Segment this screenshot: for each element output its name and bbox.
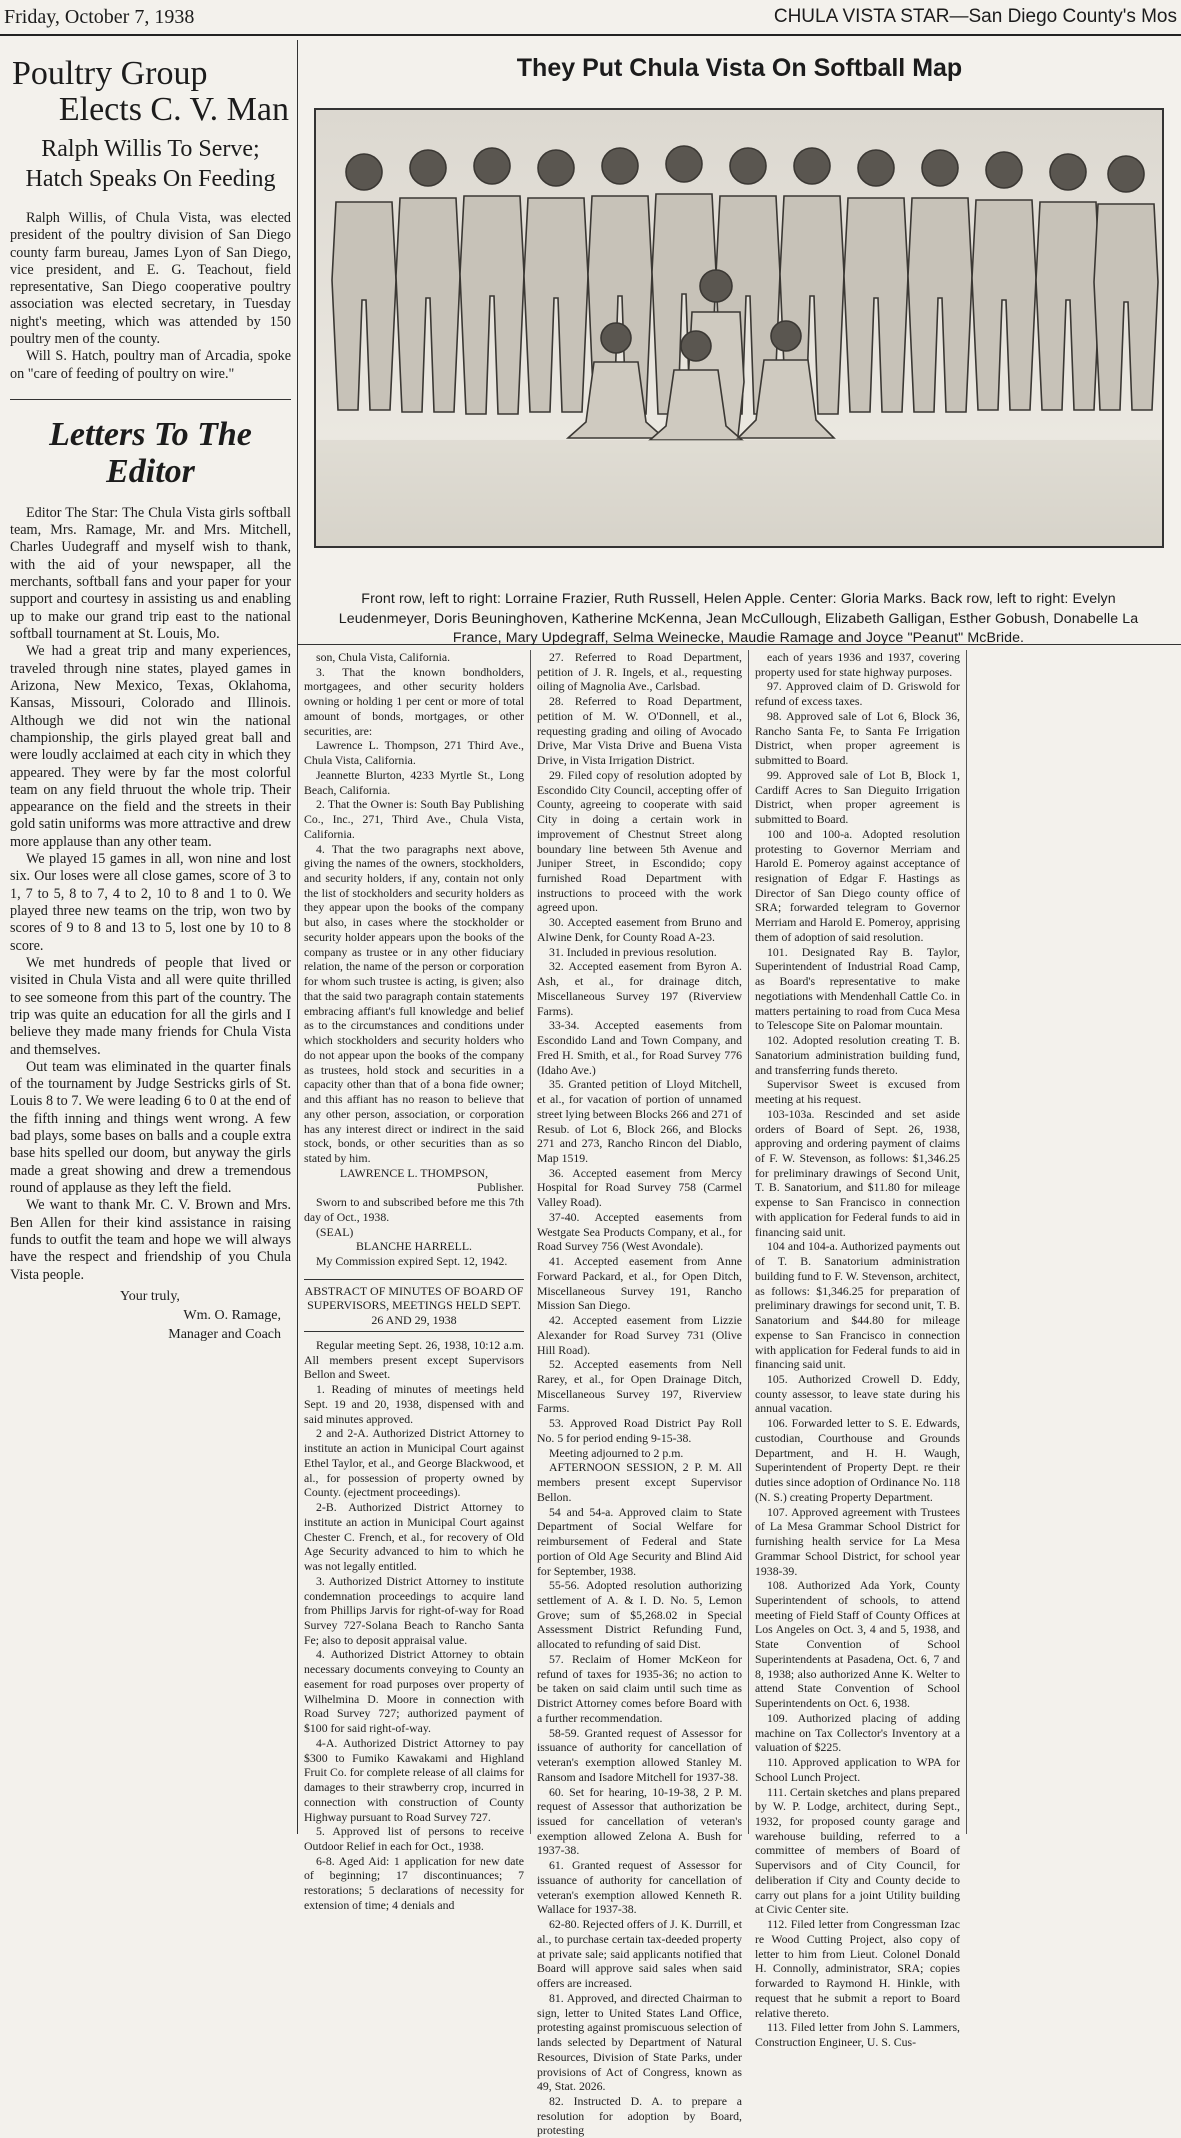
letter-signature <box>10 1288 291 1345</box>
softball-headline: They Put Chula Vista On Softball Map <box>516 54 963 82</box>
poultry-headline-1: Poultry Group <box>12 55 208 92</box>
letter-signer-title: Manager and Coach <box>168 1326 281 1342</box>
article-paragraph: Will S. Hatch, poultry man of Arcadia, spoke on "care of feeding of poultry on wire." <box>10 348 291 382</box>
minutes-paragraph: 37-40. Accepted easements from Westgate Sea Products Company, et al., for Road Survey 756 (West Avondale). <box>537 1209 742 1254</box>
minutes-paragraph: 106. Forwarded letter to S. E. Edwards, custodian, Courthouse and Grounds Department, and H. H. Waugh, Superintendent of Property Dept. re their duties since adoption of Ordinance No. 118 (N. S.) creating Property Department. <box>755 1416 960 1504</box>
left-column <box>0 40 298 1834</box>
notice-paragraph: My Commission expired Sept. 12, 1942. <box>316 1254 508 1269</box>
minutes-paragraph: 52. Accepted easements from Nell Rarey, et al., for Open Drainage Ditch, Miscellaneous Survey 197, Riverview Farms. <box>537 1357 742 1416</box>
minutes-paragraph: 33-34. Accepted easements from Escondido Land and Town Company, and Fred H. Smith, et al., for Road Survey 776 (Idaho Ave.) <box>537 1018 742 1077</box>
article-paragraph: Editor The Star: The Chula Vista girls softball team, Mrs. Ramage, Mr. and Mrs. Mitchell, Charles Uudegraff and myself wish to thank, with the aid of your newspaper, all the merchants, softball fans and your paper for your support and courtesy in assisting us and enabling up to make our grand trip east to the national softball tournament at St. Louis, Mo. <box>10 504 291 642</box>
legal-notices <box>298 650 1181 2138</box>
letters-article <box>10 505 291 1284</box>
notice-seal: (SEAL) <box>316 1224 354 1239</box>
minutes-paragraph: 102. Adopted resolution creating T. B. Sanatorium administration building fund, and transferring funds thereto. <box>755 1033 960 1077</box>
notice-paragraph: son, Chula Vista, California. <box>316 650 451 664</box>
minutes-paragraph: 109. Authorized placing of adding machine on Tax Collector's Inventory at a valuation of $225. <box>755 1710 960 1755</box>
minutes-paragraph: 100 and 100-a. Adopted resolution protesting to Governor Merriam and Harold E. Pomeroy against acceptance of resignation of Edgar F. Hastings as Director of San Diego county office of SRA; forwarded telegram to Governor Merriam and Harold E. Pomeroy, apprising them of adoption of said resolution. <box>755 826 960 944</box>
minutes-paragraph: 108. Authorized Ada York, County Superintendent of schools, to attend meeting of Field Staff of County Offices at Los Angeles on Oct. 3, 4 and 5, 1938, and State Convention of School Superintendents at Pasadena, Oct. 6, 7 and 8, 1938; also authorized Anne K. Welter to attend State Convention of School Superintendents on Oct. 6, 1938. <box>755 1578 960 1711</box>
masthead <box>0 0 1181 36</box>
minutes-paragraph: 81. Approved, and directed Chairman to sign, letter to United States Land Office, protesting against promiscuous selection of lands selected by Department of Natural Resources, Division of State Parks, under provisions of Act of Congress, known as 49, Stat. 2026. <box>537 1990 742 2094</box>
publisher-title: Publisher. <box>477 1180 524 1195</box>
poultry-subhead: Ralph Willis To Serve; Hatch Speaks On Feeding <box>25 136 276 192</box>
notice-paragraph: Jeannette Blurton, 4233 Myrtle St., Long Beach, California. <box>304 767 524 797</box>
minutes-paragraph: 61. Granted request of Assessor for issuance of authority for cancellation of veteran's exemption allowed Kenneth R. Wallace for 1937-38. <box>537 1858 742 1917</box>
minutes-paragraph: 110. Approved application to WPA for School Lunch Project. <box>755 1755 960 1784</box>
notice-paragraph: Sworn to and subscribed before me this 7th day of Oct., 1938. <box>304 1195 524 1224</box>
article-paragraph: Out team was eliminated in the quarter finals of the tournament by Judge Sestricks girls of St. Louis 8 to 7. We were leading 6 to 0 at the end of the fifth inning and things went wrong. A few bad plays, some bases on balls and a couple extra base hits spelled our doom, but anyway the girls made a great showing and drew a tremendous round of applause as they left the field. <box>10 1058 291 1196</box>
notice-paragraph: Lawrence L. Thompson, 271 Third Ave., Chula Vista, California. <box>304 738 524 768</box>
legal-column-1 <box>298 650 531 1912</box>
article-paragraph: We played 15 games in all, won nine and lost six. Our loses were all close games, score of 3 to 1, 7 to 5, 8 to 7, 4 to 2, 10 to 8 and 1 to 0. We played three new teams on the trip, won two by scores of 9 to 8 and 13 to 5, lost one by 10 to 8 score. <box>10 851 291 954</box>
article-paragraph: We had a great trip and many experiences, traveled through nine states, played games in Arizona, New Mexico, Texas, Oklahoma, Kansas, Missouri, Colorado and Illinois. Although we did not win the national championship, the girls played great ball and were loudly acclaimed at each city in which they appeared. They were by far the most colorful team on any field thruout the whole trip. Their appearance on the field and the streets in their gold satin uniforms was more attractive and drew more applause than any other team. <box>10 643 291 850</box>
poultry-article <box>10 210 291 383</box>
team-photo-image <box>316 110 1162 546</box>
minutes-paragraph: Supervisor Sweet is excused from meeting at his request. <box>755 1077 960 1107</box>
minutes-paragraph: 31. Included in previous resolution. <box>549 944 717 959</box>
team-photo <box>314 108 1164 548</box>
legal-column-3 <box>749 650 967 2050</box>
minutes-paragraph: 2 and 2-A. Authorized District Attorney to institute an action in Municipal Court against Ethel Taylor, et al., and George Blackwood, et al., for possession of property owned by County. (ejectment proceedings). <box>304 1426 524 1500</box>
minutes-paragraph: 35. Granted petition of Lloyd Mitchell, et al., for vacation of portion of unnamed street lying between Blocks 266 and 271 of Resub. of Lot 6, Block 266, and Blocks 271 and 273, Rancho Rincon del Diablo, Map 1519. <box>537 1077 742 1165</box>
minutes-paragraph: 99. Approved sale of Lot B, Block 1, Cardiff Acres to San Dieguito Irrigation District, when proper agreement is submitted to Board. <box>755 767 960 827</box>
notice-paragraph: 2. That the Owner is: South Bay Publishing Co., Inc., 271, Third Ave., Chula Vista, California. <box>304 797 524 841</box>
minutes-paragraph: 55-56. Adopted resolution authorizing settlement of A. & I. D. No. 5, Lemon Grove; sum of $5,268.02 in Special Assessment District Refunding Fund, allocated to refunding of said Dist. <box>537 1578 742 1652</box>
minutes-paragraph: 1. Reading of minutes of meetings held Sept. 19 and 20, 1938, dispensed with and said minutes approved. <box>304 1382 524 1426</box>
letter-closing: Your truly, <box>120 1288 180 1304</box>
minutes-paragraph: 58-59. Granted request of Assessor for issuance of authority for cancellation of veteran's exemption allowed Stanley M. Ransom and Isadore Mitchell for 1937-38. <box>537 1725 742 1784</box>
minutes-paragraph: 104 and 104-a. Authorized payments out of T. B. Sanatorium administration building fund to F. W. Stevenson, architect, as follows: $1,346.25 for preparation of preliminary drawings for second unit, T. B. Sanatorium and $44.80 for mileage expense to San Francisco in connection with application for Federal funds to aid in financing said unit. <box>755 1239 960 1372</box>
minutes-paragraph: 111. Certain sketches and plans prepared by W. P. Lodge, architect, during Sept., 1932, for proposed county garage and warehouse building, referred to a committee of members of Board of Supervisors and of City Council, for deliberation if City and County decide to carry out plans for a joint Utility building at Civic Center site. <box>755 1784 960 1917</box>
minutes-paragraph: 5. Approved list of persons to receive Outdoor Relief in each for Oct., 1938. <box>304 1824 524 1853</box>
minutes-paragraph: 107. Approved agreement with Trustees of La Mesa Grammar School District for furnishing health service for La Mesa Grammar School District, for school year 1938-39. <box>755 1504 960 1578</box>
minutes-paragraph: 32. Accepted easement from Byron A. Ash, et al., for drainage ditch, Miscellaneous Survey 197 (Riverview Farms). <box>537 959 742 1018</box>
issue-date: Friday, October 7, 1938 <box>4 5 195 28</box>
minutes-paragraph: 4-A. Authorized District Attorney to pay $300 to Fumiko Kawakami and Highland Fruit Co. for complete release of all claims for damages to their strawberry crop, incurred in connection with construction of County Highway pursuant to Road Survey 727. <box>304 1735 524 1824</box>
softball-photo-story <box>298 40 1181 645</box>
article-paragraph: We want to thank Mr. C. V. Brown and Mrs. Ben Allen for their kind assistance in raising funds to outfit the team and hope we will always have the respect and friendship of you Chula Vista people. <box>10 1197 291 1283</box>
notice-paragraph: 3. That the known bondholders, mortgagees, and other security holders owning or holding 1 per cent or more of total amount of bonds, mortgages, or other securities, are: <box>304 664 524 738</box>
notary-signature: BLANCHE HARRELL. <box>356 1239 472 1254</box>
minutes-paragraph: Regular meeting Sept. 26, 1938, 10:12 a.m. All members present except Supervisors Bellon and Sweet. <box>304 1338 524 1382</box>
letters-headline: Letters To The Editor <box>49 416 252 491</box>
minutes-paragraph: 27. Referred to Road Department, petition of J. R. Ingels, et al., requesting oiling of Magnolia Ave., Carlsbad. <box>537 650 742 694</box>
minutes-paragraph: 101. Designated Ray B. Taylor, Superintendent of Industrial Road Camp, as Board's representative to make negotiations with Mendenhall Cattle Co. in matters pertaining to road from Cuca Mesa to Telescope Site on Palomar mountain. <box>755 944 960 1033</box>
photo-caption: Front row, left to right: Lorraine Frazier, Ruth Russell, Helen Apple. Center: Gloria Marks. Back row, left to right: Evelyn Leudenmeyer, Doris Beuninghoven, Katherine McKenna, Jean McCullough, Elizabeth Galligan, Esther Gobush, Donabelle La France, Mary Updegraff, Selma Weinecke, Maudie Ramage and Joyce "Peanut" McBride. <box>338 591 1139 647</box>
minutes-paragraph: 54 and 54-a. Approved claim to State Department of Social Welfare for reimbursement of Federal and State portion of Old Age Security and Blind Aid for September, 1938. <box>537 1504 742 1578</box>
minutes-paragraph: 41. Accepted easement from Anne Forward Packard, et al., for Open Ditch, Miscellaneous Survey 191, Rancho Mission San Diego. <box>537 1254 742 1313</box>
minutes-paragraph: 82. Instructed D. A. to prepare a resolution for adoption by Board, protesting <box>537 2093 742 2138</box>
minutes-paragraph: 6-8. Aged Aid: 1 application for new date of beginning; 17 discontinuances; 7 restorations; 5 declarations of necessity for extension of time; 4 denials and <box>304 1853 524 1912</box>
minutes-paragraph: 62-80. Rejected offers of J. K. Durrill, et al., to purchase certain tax-deeded property at private sale; said applicants notified that Board will approve said sales when said offers are increased. <box>537 1917 742 1991</box>
minutes-paragraph: 53. Approved Road District Pay Roll No. 5 for period ending 9-15-38. <box>537 1416 742 1445</box>
minutes-paragraph: 97. Approved claim of D. Griswold for refund of excess taxes. <box>755 679 960 709</box>
minutes-paragraph: 60. Set for hearing, 10-19-38, 2 P. M. request of Assessor that authorization be issued for cancellation of veteran's exemption allowed Zelona A. Bush for 1937-38. <box>537 1784 742 1858</box>
article-paragraph: Ralph Willis, of Chula Vista, was elected president of the poultry division of San Diego county farm bureau, James Lyon of San Diego, vice president, and E. G. Teachout, field representative, San Diego cooperative poultry association was elected secretary, in Tuesday night's meeting, which was attended by 150 poultry men of the county. <box>10 209 291 348</box>
minutes-paragraph: Meeting adjourned to 2 p.m. <box>549 1445 684 1460</box>
minutes-paragraph: 57. Reclaim of Homer McKeon for refund of taxes for 1935-36; no action to be taken on said claim until such time as District Attorney comes before Board with a further recommendation. <box>537 1651 742 1725</box>
minutes-paragraph: 29. Filed copy of resolution adopted by Escondido City Council, accepting offer of County, agreeing to cooperate with said City in doing a certain work in improvement of Chestnut Street along boundary line between 5th Avenue and Juniper Street, in Escondido; copy furnished Road Department with instructions to proceed with the work agreed upon. <box>537 767 742 915</box>
minutes-paragraph: 4. Authorized District Attorney to obtain necessary documents conveying to County an easement for road purposes over property of Wilhelmina D. Moore in connection with Road Survey 727; authorized payment of $100 for said right-of-way. <box>304 1647 524 1736</box>
minutes-paragraph: 36. Accepted easement from Mercy Hospital for Road Survey 758 (Carmel Valley Road). <box>537 1165 742 1210</box>
minutes-paragraph: 103-103a. Rescinded and set aside orders of Board of Sept. 26, 1938, approving and ordering payment of claims of F. W. Stevenson, as follows: $1,346.25 for preliminary drawings of Second Unit, T. B. Sanatorium, and $11.80 for mileage expense to San Francisco in connection with application for Federal funds to aid in financing said unit. <box>755 1106 960 1239</box>
minutes-paragraph: 30. Accepted easement from Bruno and Alwine Denk, for County Road A-23. <box>537 915 742 944</box>
minutes-paragraph: 42. Accepted easement from Lizzie Alexander for Road Survey 731 (Olive Hill Road). <box>537 1313 742 1357</box>
column-divider <box>10 399 291 400</box>
minutes-paragraph: 98. Approved sale of Lot 6, Block 36, Rancho Santa Fe, to Santa Fe Irrigation District, when proper agreement is submitted to Board. <box>755 708 960 768</box>
minutes-paragraph: 2-B. Authorized District Attorney to institute an action in Municipal Court against Chester C. French, et al., for recovery of Old Age Security advanced to him to which he was not legally entitled. <box>304 1500 524 1574</box>
minutes-paragraph: 28. Referred to Road Department, petition of M. W. O'Donnell, et al., requesting grading and oiling of Avocado Drive, Mar Vista Drive and Buena Vista Drive, in Vista Irrigation District. <box>537 694 742 768</box>
minutes-paragraph: each of years 1936 and 1937, covering property used for state highway purposes. <box>755 650 960 679</box>
paper-name: CHULA VISTA STAR—San Diego County's Mos <box>773 6 1177 27</box>
minutes-paragraph: 113. Filed letter from John S. Lammers, Construction Engineer, U. S. Cus- <box>755 2020 960 2050</box>
legal-column-2 <box>531 650 749 2138</box>
minutes-paragraph: AFTERNOON SESSION, 2 P. M. All members present except Supervisor Bellon. <box>537 1460 742 1504</box>
notice-paragraph: 4. That the two paragraphs next above, giving the names of the owners, stockholders, and security holders, if any, contain not only the list of stockholders and security holders as they appear upon the books of the company but also, in cases where the stockholder or security holder appears upon the books of the company as trustee or in any other fiduciary relation, the name of the person or corporation for whom such trustee is acting, is given; also that the said two paragraph contain statements embracing affiant's full knowledge and belief as to the circumstances and conditions under which stockholders and security holders who do not appear upon the books of the company as trustees, hold stock and securities in a capacity other than that of a bona fide owner; and this affiant has no reason to believe that any other person, association, or corporation has any interest direct or indirect in the said stock, bonds, or other securities than as so stated by him. <box>304 841 524 1165</box>
minutes-paragraph: 105. Authorized Crowell D. Eddy, county assessor, to leave state during his annual vacation. <box>755 1371 960 1416</box>
article-paragraph: We met hundreds of people that lived or visited in Chula Vista and all were quite thrilled to see someone from this part of the country. The trip was quite an education for all the girls and I believe they made many friends for Chula Vista and themselves. <box>10 954 291 1058</box>
publisher-signature: LAWRENCE L. THOMPSON, <box>339 1165 489 1180</box>
letter-signer: Wm. O. Ramage, <box>183 1307 281 1323</box>
minutes-paragraph: 3. Authorized District Attorney to institute condemnation proceedings to acquire land from Phillips Jarvis for right-of-way for Road Survey 727-Solana Beach to Rancho Santa Fe; also to deposit appraisal value. <box>304 1573 524 1647</box>
abstract-headline: ABSTRACT OF MINUTES OF BOARD OF SUPERVISORS, MEETINGS HELD SEPT. 26 AND 29, 1938 <box>304 1279 524 1332</box>
poultry-headline-2: Elects C. V. Man <box>58 90 289 128</box>
minutes-paragraph: 112. Filed letter from Congressman Izac re Wood Cutting Project, also copy of letter to him from Lieut. Colonel Donald H. Connolly, administrator, SRA; copies forwarded to Raymond H. Hinkle, with request that he submit a report to Board relative thereto. <box>755 1917 960 2020</box>
